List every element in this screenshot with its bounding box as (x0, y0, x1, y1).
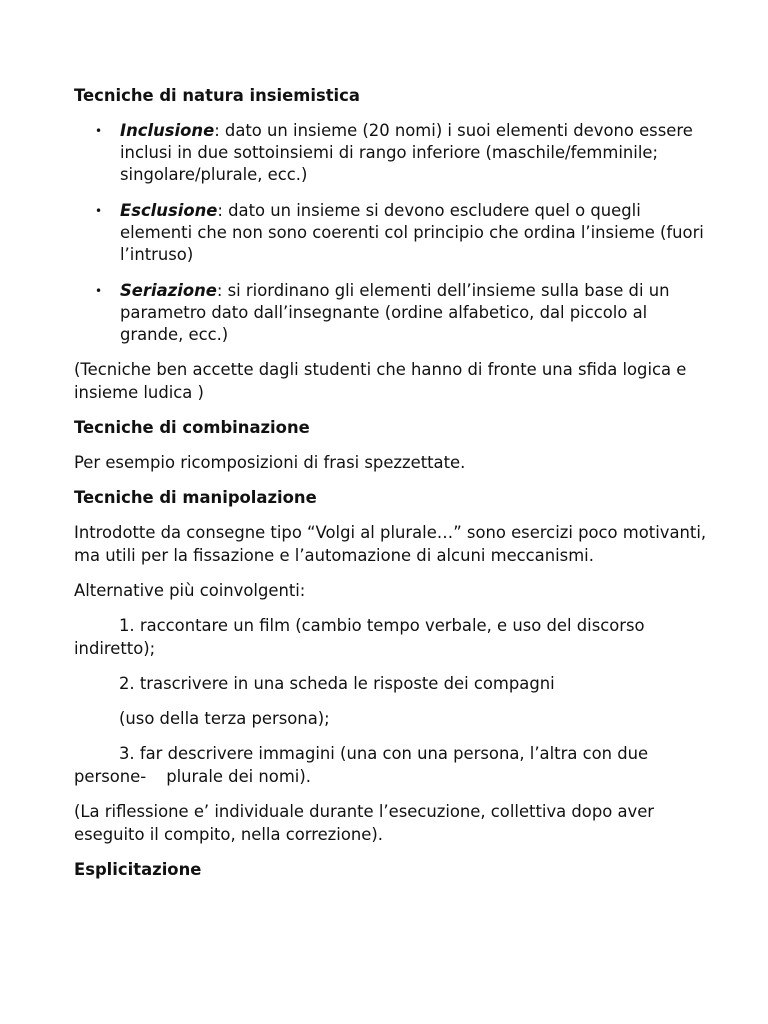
term-seriazione: Seriazione (120, 281, 217, 300)
bullet-icon: • (95, 284, 103, 298)
step-text: far descrivere immagini (una con una persona, l’altra con due persone- (74, 744, 649, 786)
step-text: raccontare un film (cambio tempo verbale, e uso del discorso indiretto); (74, 616, 645, 658)
term-description: : dato un insieme (20 nomi) i suoi elementi devono essere inclusi in due sottoinsiemi di rango inferiore (maschile/femminile; singolare/plurale, ecc.) (120, 121, 693, 184)
step-number: 2. (119, 674, 135, 693)
section-title-esplicitazione: Esplicitazione (74, 860, 202, 879)
bullet-icon: • (95, 204, 103, 218)
technique-list (74, 120, 714, 346)
list-item (74, 200, 714, 266)
step-number: 1. (119, 616, 135, 635)
term-esclusione: Esclusione (120, 201, 218, 220)
alternative-step-2 (74, 672, 714, 695)
term-description: : si riordinano gli elementi dell’insieme sulla base di un parametro dato dall’insegnante (ordine alfabetico, dal piccolo al grande, ecc.) (120, 281, 670, 344)
insiemistica-note: (Tecniche ben accette dagli studenti che hanno di fronte una sfida logica e insieme ludica ) (74, 360, 687, 402)
combinazione-text: Per esempio ricomposizioni di frasi spezzettate. (74, 453, 466, 472)
alternative-step-3 (74, 742, 714, 788)
manipolazione-intro: Introdotte da consegne tipo “Volgi al plurale…” sono esercizi poco motivanti, ma utili per la fissazione e l’automazione di alcuni meccanismi. (74, 523, 707, 565)
document-page (74, 84, 714, 881)
bullet-icon: • (95, 124, 103, 138)
term-inclusione: Inclusione (120, 121, 215, 140)
list-item (74, 120, 714, 186)
list-item (74, 280, 714, 346)
alternatives-label: Alternative più coinvolgenti: (74, 581, 306, 600)
section-title-combinazione: Tecniche di combinazione (74, 418, 310, 437)
alternative-step-1 (74, 614, 714, 660)
section-title-insiemistica: Tecniche di natura insiemistica (74, 86, 360, 105)
alternative-step-2-continued: (uso della terza persona); (119, 709, 330, 728)
step-number: 3. (119, 744, 135, 763)
step-text-continued: plurale dei nomi). (166, 767, 311, 786)
term-description: : dato un insieme si devono escludere quel o quegli elementi che non sono coerenti col principio che ordina l’insieme (fuori l’intruso) (120, 201, 704, 264)
step-text: trascrivere in una scheda le risposte dei compagni (139, 674, 555, 693)
reflection-note: (La riflessione e’ individuale durante l’esecuzione, collettiva dopo aver eseguito il compito, nella correzione). (74, 802, 655, 844)
section-title-manipolazione: Tecniche di manipolazione (74, 488, 317, 507)
